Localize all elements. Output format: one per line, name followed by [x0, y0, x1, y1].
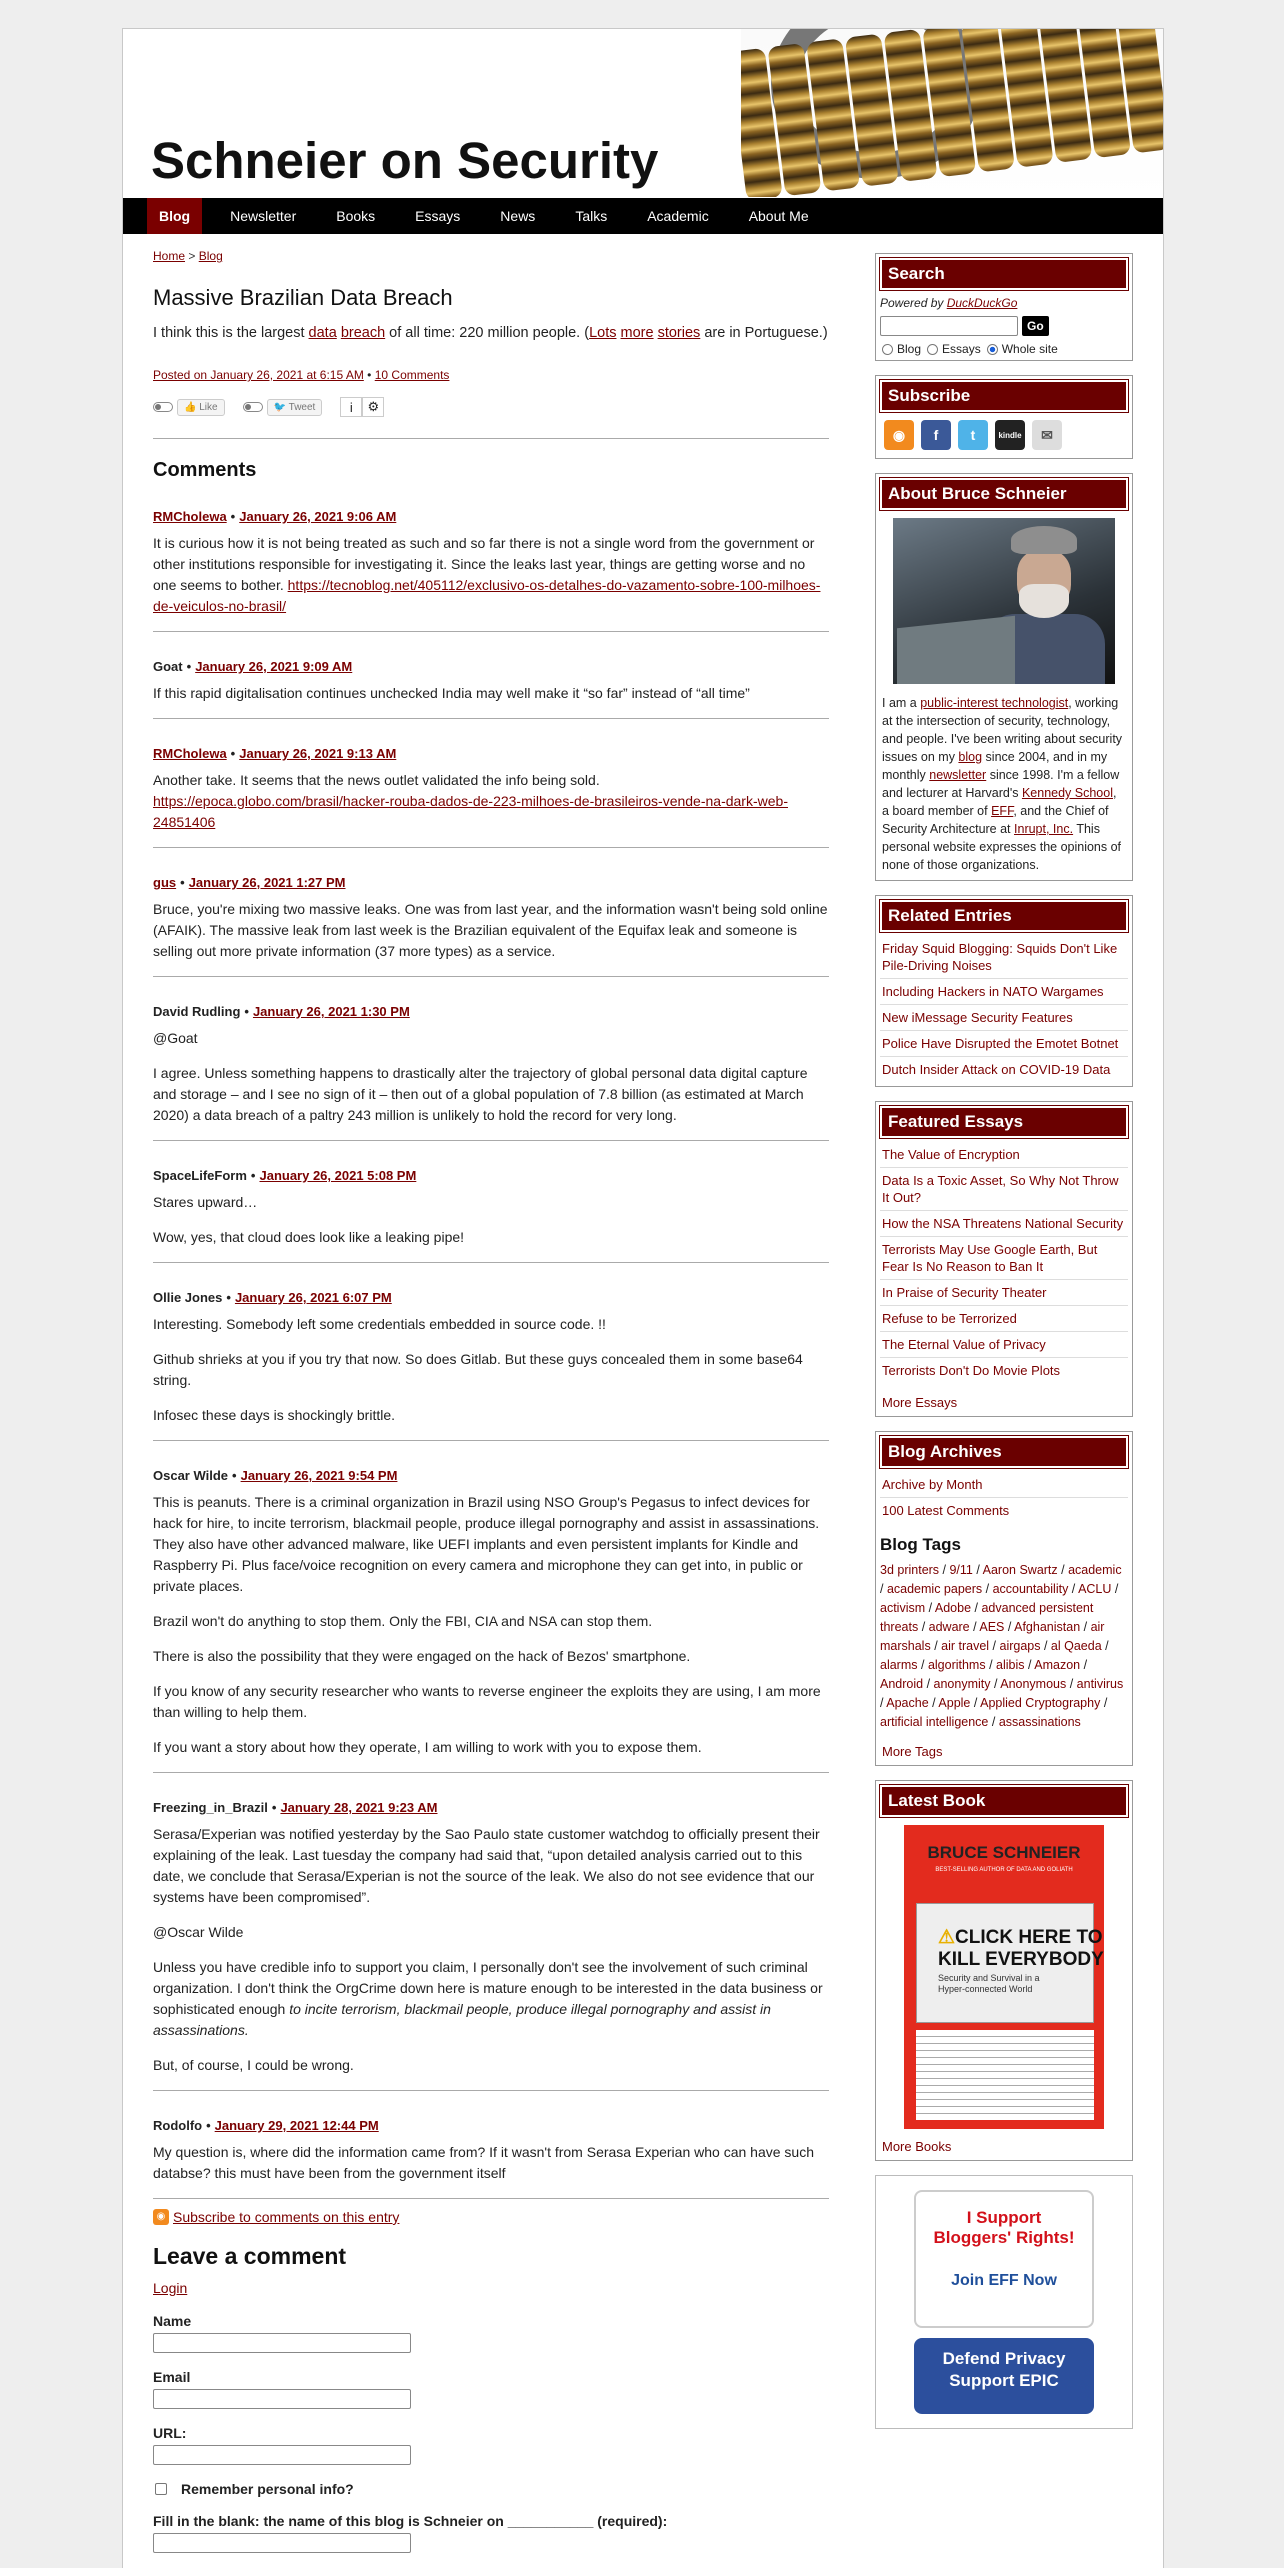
comment-date[interactable]: January 26, 2021 5:08 PM	[259, 1168, 417, 1183]
link-data[interactable]: data	[308, 325, 337, 341]
essay-link[interactable]: Terrorists Don't Do Movie Plots	[882, 1363, 1061, 1378]
divider	[153, 1440, 829, 1441]
tag-link[interactable]: advanced persistent threats	[880, 1601, 1094, 1634]
tag-link[interactable]: assassinations	[998, 1715, 1081, 1729]
comment-text: Wow, yes, that cloud does look like a leaking pipe!	[153, 1229, 465, 1245]
url-input[interactable]	[153, 2445, 411, 2465]
email-label: Email	[153, 2369, 191, 2385]
login-link[interactable]: Login	[153, 2280, 188, 2296]
tag-link[interactable]: activism	[880, 1601, 926, 1615]
comment-text: Brazil won't do anything to stop them. Only the FBI, CIA and NSA can stop them.	[153, 1613, 653, 1629]
comment-date[interactable]: January 26, 2021 9:54 PM	[240, 1468, 398, 1483]
tag-link[interactable]: Amazon	[1034, 1658, 1081, 1672]
nav-item-blog[interactable]: Blog	[147, 198, 202, 234]
comment-header	[153, 1797, 829, 1818]
tag-separator: /	[1100, 1696, 1108, 1710]
post-title: Massive Brazilian Data Breach	[153, 285, 453, 310]
comment-header	[153, 656, 829, 677]
tag-link[interactable]: alibis	[996, 1658, 1025, 1672]
avatar[interactable]	[893, 518, 1115, 684]
comment-text: If this rapid digitalisation continues unchecked India may well make it “so far” instead of “all time”	[153, 685, 750, 701]
social-buttons	[153, 396, 829, 418]
comment-text: Bruce, you're mixing two massive leaks. One was from last year, and the information wasn't being sold online (AFAIK). The massive leak from last week is the Brazilian equivalent of the Equifax leak and someone is selling out more private information (37 more types) as a service.	[153, 901, 828, 959]
meta-separator: •	[367, 368, 372, 382]
name-label: Name	[153, 2313, 192, 2329]
tag-separator: /	[880, 1696, 887, 1710]
epic-badge[interactable]	[914, 2338, 1094, 2414]
subscribe-widget	[875, 375, 1133, 459]
nav-item-essays[interactable]: Essays	[415, 208, 461, 224]
tweet-label: Tweet	[288, 401, 316, 413]
comment-author: Ollie Jones	[153, 1290, 223, 1305]
archive-link[interactable]: Archive by Month	[880, 1472, 1128, 1498]
tag-link[interactable]: anonymity	[933, 1677, 991, 1691]
kindle-icon[interactable]: kindle	[995, 420, 1025, 450]
comment	[153, 1465, 829, 1773]
rss-icon: ◉	[153, 2209, 169, 2225]
related-entry-link[interactable]: Dutch Insider Attack on COVID-19 Data	[882, 1062, 1111, 1077]
like-label: Like	[199, 401, 218, 413]
tag-separator: /	[1024, 1658, 1035, 1672]
tag-separator: /	[928, 1696, 939, 1710]
comment	[153, 506, 829, 632]
tag-separator: /	[1080, 1620, 1091, 1634]
comment-text: My question is, where did the information came from? If it wasn't from Serasa Experian who can have such databse? this must have been from the government itself	[153, 2144, 814, 2181]
comment-date[interactable]: January 26, 2021 6:07 PM	[234, 1290, 392, 1305]
tag-link[interactable]: air marshals	[880, 1620, 1105, 1653]
tag-separator: /	[918, 1620, 929, 1634]
tag-link[interactable]: Apache	[886, 1696, 929, 1710]
link-stories[interactable]: stories	[657, 325, 701, 341]
powered-by-label: Powered by	[880, 296, 947, 310]
about-link[interactable]: newsletter	[929, 768, 987, 782]
comment-author: David Rudling	[153, 1004, 241, 1019]
post-text: of all time: 220 million people. (	[385, 325, 590, 341]
comment-header	[153, 1001, 829, 1022]
comment-header	[153, 1287, 829, 1308]
radio-essays[interactable]	[927, 344, 938, 355]
tag-separator: /	[1040, 1639, 1051, 1653]
tag-separator: /	[923, 1677, 934, 1691]
book-author: BRUCE SCHNEIER	[927, 1843, 1081, 1862]
main-nav	[123, 198, 1164, 234]
comment-text: Serasa/Experian was notified yesterday by the Sao Paulo state customer watchdog to officially present their explaining of the leak. Last tuesday the company had said that, “upon detailed analysis carried out to this date, we conclude that Serasa/Experian is not the source of the leak. We also do not see evidence that our systems have been compromised”.	[153, 1826, 820, 1905]
eff-join: Join EFF Now	[951, 2272, 1057, 2289]
about-link[interactable]: Kennedy School	[1021, 786, 1113, 800]
comment-date[interactable]: January 28, 2021 9:23 AM	[280, 1800, 438, 1815]
captcha-label: Fill in the blank: the name of this blog is Schneier on ___________ (required):	[153, 2513, 668, 2529]
nav-item-news[interactable]: News	[500, 208, 536, 224]
tag-separator: /	[985, 1658, 997, 1672]
about-link[interactable]: Inrupt, Inc.	[1014, 822, 1074, 836]
tag-separator: /	[917, 1658, 928, 1672]
radio-blog-label: Blog	[897, 342, 922, 356]
related-heading: Related Entries	[880, 900, 1128, 932]
tag-link[interactable]: AES	[979, 1620, 1005, 1634]
comment-separator: •	[226, 1290, 231, 1305]
tag-link[interactable]: Apple	[938, 1696, 971, 1710]
tag-link[interactable]: academic papers	[886, 1582, 983, 1596]
book-subtitle: Security and Survival in a Hyper-connected World	[938, 1973, 1040, 1994]
essays-heading: Featured Essays	[880, 1106, 1128, 1138]
nav-item-talks[interactable]: Talks	[575, 208, 608, 224]
comment	[153, 1165, 829, 1263]
comment-text: But, of course, I could be wrong.	[153, 2057, 354, 2073]
tag-link[interactable]: Aaron Swartz	[982, 1563, 1058, 1577]
essay-link[interactable]: Terrorists May Use Google Earth, But Fear Is No Reason to Ban It	[880, 1237, 1128, 1280]
tag-link[interactable]: Android	[880, 1677, 924, 1691]
subscribe-comments	[153, 2209, 829, 2225]
comment-header	[153, 1165, 829, 1186]
book-tagline: BEST-SELLING AUTHOR OF DATA AND GOLIATH	[935, 1867, 1073, 1873]
radio-whole-site[interactable]	[987, 344, 998, 355]
tag-link[interactable]: Adobe	[934, 1601, 972, 1615]
eff-badge[interactable]	[914, 2190, 1094, 2328]
tag-separator: /	[989, 1639, 1000, 1653]
divider	[153, 1140, 829, 1141]
comment-text: Github shrieks at you if you try that now. So does Gitlab. But these guys concealed them in some base64 string.	[153, 1351, 803, 1388]
breadcrumb-separator: >	[188, 249, 196, 263]
subscribe-heading: Subscribe	[880, 380, 1128, 412]
comment-text: If you want a story about how they operate, I am willing to work with you to expose them.	[153, 1739, 702, 1755]
about-link[interactable]: blog	[958, 750, 983, 764]
tag-link[interactable]: ACLU	[1078, 1582, 1112, 1596]
divider	[153, 438, 829, 439]
archives-heading: Blog Archives	[880, 1436, 1128, 1468]
tag-separator: /	[1111, 1582, 1119, 1596]
comment-text: This is peanuts. There is a criminal organization in Brazil using NSO Group's Pegasus to infect devices for hack for hire, to incite terrorism, blackmail people, produce illegal pornography and assist in assassinations. They also have other advanced malware, like UEFI implants and even persistent implants for Kindle and Raspberry Pi. Plus face/voice recognition on every camera and microphone they can get into, in public or private places.	[153, 1494, 820, 1594]
site-title[interactable]: Schneier on Security	[151, 132, 659, 189]
nav-item-newsletter[interactable]: Newsletter	[230, 208, 297, 224]
main-content	[153, 249, 829, 2553]
tag-link[interactable]: artificial intelligence	[880, 1715, 989, 1729]
divider	[153, 631, 829, 632]
link-lots[interactable]: Lots	[589, 325, 617, 341]
tag-link[interactable]: al Qaeda	[1050, 1639, 1102, 1653]
tag-separator: /	[988, 1715, 999, 1729]
search-heading: Search	[880, 258, 1128, 290]
divider	[153, 718, 829, 719]
comment-text: I agree. Unless something happens to drastically alter the trajectory of global personal data digital capture and storage – and I see no sign of it – then out of a global population of 7.8 billion (as estimated at March 2020) a data breach of a paltry 243 million is unlikely to hold the record for very long.	[153, 1065, 808, 1123]
nav-item-academic[interactable]: Academic	[647, 208, 709, 224]
comment-header	[153, 506, 829, 527]
post-meta	[153, 368, 829, 382]
name-input[interactable]	[153, 2333, 411, 2353]
nav-item-books[interactable]: Books	[336, 208, 376, 224]
book-cover[interactable]	[904, 1825, 1104, 2129]
comment-text: Unless you have credible info to support you claim, I personally don't see the involvement of such criminal organization. I don't think the OrgCrime down here is mature enough to be interested in the data business or sophisticated enough to incite terrorism, blackmail people, produce illegal pornography and assist in assassinations.	[153, 1959, 823, 2038]
tag-link[interactable]: 3d printers	[880, 1563, 940, 1577]
tag-separator: /	[1101, 1639, 1109, 1653]
archive-link[interactable]: 100 Latest Comments	[882, 1503, 1010, 1518]
remember-label: Remember personal info?	[181, 2481, 354, 2497]
related-entry-link[interactable]: Friday Squid Blogging: Squids Don't Like Pile-Driving Noises	[880, 936, 1128, 979]
tag-link[interactable]: antivirus	[1076, 1677, 1124, 1691]
tweet-button[interactable]: 🐦 Tweet	[267, 399, 323, 416]
related-entry-link[interactable]: Police Have Disrupted the Emotet Botnet	[880, 1031, 1128, 1057]
tag-link[interactable]: 9/11	[949, 1563, 973, 1577]
post-text: are in Portuguese.)	[700, 325, 828, 341]
tag-link[interactable]: alarms	[880, 1658, 918, 1672]
tag-link[interactable]: Anonymous	[1000, 1677, 1067, 1691]
leave-comment-heading: Leave a comment	[153, 2243, 347, 2269]
radio-blog[interactable]	[882, 344, 893, 355]
comment-date[interactable]: January 26, 2021 9:06 AM	[239, 509, 397, 524]
comment	[153, 1287, 829, 1441]
email-input[interactable]	[153, 2389, 411, 2409]
radio-essays-label: Essays	[942, 342, 981, 356]
book-title: ⚠CLICK HERE TO KILL EVERYBODY	[938, 1927, 1104, 1970]
comment-text: Infosec these days is shockingly brittle.	[153, 1407, 396, 1423]
post-text: I think this is the largest	[153, 325, 309, 341]
essay-link[interactable]: Data Is a Toxic Asset, So Why Not Throw It Out?	[880, 1168, 1128, 1211]
comment-separator: •	[230, 509, 236, 524]
related-widget	[875, 895, 1133, 1087]
about-link[interactable]: public-interest technologist	[920, 696, 1069, 710]
essay-link[interactable]: The Eternal Value of Privacy	[880, 1332, 1128, 1358]
breadcrumb-blog[interactable]: Blog	[198, 249, 223, 263]
tag-link[interactable]: accountability	[992, 1582, 1069, 1596]
tag-link[interactable]: airgaps	[999, 1639, 1041, 1653]
tag-separator: /	[930, 1639, 942, 1653]
comment-header	[153, 1465, 829, 1486]
facebook-icon[interactable]: f	[921, 420, 951, 450]
comment	[153, 1797, 829, 2091]
about-link[interactable]: EFF	[991, 804, 1014, 818]
comment	[153, 656, 829, 719]
comment	[153, 2115, 829, 2199]
tag-separator: /	[925, 1601, 935, 1615]
tag-link[interactable]: adware	[928, 1620, 970, 1634]
tag-separator: /	[1057, 1563, 1069, 1577]
divider	[153, 976, 829, 977]
link-more[interactable]: more	[620, 325, 654, 341]
comment-date[interactable]: January 26, 2021 9:13 AM	[239, 746, 397, 761]
essay-link[interactable]: The Value of Encryption	[880, 1142, 1128, 1168]
rss-icon[interactable]: ◉	[884, 420, 914, 450]
comment-link[interactable]: https://tecnoblog.net/405112/exclusivo-os-detalhes-do-vazamento-sobre-100-milhoes-de-veiculos-no-brasil/	[153, 577, 821, 614]
captcha-input[interactable]	[153, 2533, 411, 2553]
remember-checkbox[interactable]	[155, 2483, 167, 2495]
tag-separator: /	[970, 1696, 981, 1710]
related-entry-link[interactable]: Including Hackers in NATO Wargames	[880, 979, 1128, 1005]
comment	[153, 1001, 829, 1141]
link-breach[interactable]: breach	[340, 325, 386, 341]
comment-separator: •	[271, 1800, 277, 1815]
tag-link[interactable]: Afghanistan	[1014, 1620, 1081, 1634]
search-scope	[880, 342, 1128, 356]
divider	[153, 2198, 829, 2199]
badges-widget	[875, 2175, 1133, 2429]
comment-header	[153, 743, 829, 764]
comment	[153, 872, 829, 977]
duckduckgo-link[interactable]: DuckDuckGo	[946, 296, 1018, 310]
comment-header	[153, 872, 829, 893]
nav-item-about-me[interactable]: About Me	[748, 208, 809, 224]
comment-author[interactable]: RMCholewa	[153, 746, 227, 761]
more-tags-link[interactable]: More Tags	[882, 1744, 943, 1759]
book-widget	[875, 1780, 1133, 2161]
comment-separator: •	[206, 2118, 211, 2133]
breadcrumb-home[interactable]: Home	[153, 249, 186, 263]
essay-link[interactable]: In Praise of Security Theater	[880, 1280, 1128, 1306]
eff-line1: I Support	[966, 2208, 1042, 2227]
search-go-button[interactable]: Go	[1022, 316, 1049, 336]
header	[123, 29, 1163, 197]
tag-separator: /	[1004, 1620, 1015, 1634]
header-lock-image	[741, 29, 1163, 197]
comment-separator: •	[186, 659, 192, 674]
comment-link[interactable]: https://epoca.globo.com/brasil/hacker-rouba-dados-de-223-milhoes-de-brasileiros-vende-na-dark-web-24851406	[153, 793, 788, 830]
epic-line2: Support EPIC	[949, 2371, 1059, 2390]
comment-date[interactable]: January 29, 2021 12:44 PM	[214, 2118, 379, 2133]
comment-text: If you know of any security researcher who wants to reverse engineer the exploits they are using, I am more than willing to help them.	[153, 1683, 821, 1720]
comment-separator: •	[244, 1004, 249, 1019]
divider	[153, 1262, 829, 1263]
tag-separator: /	[1066, 1677, 1077, 1691]
comment-text: Interesting. Somebody left some credentials embedded in source code. !!	[153, 1316, 606, 1332]
comment-separator: •	[180, 875, 185, 890]
comment-author[interactable]: gus	[153, 875, 177, 890]
comments-count-link[interactable]: 10 Comments	[374, 368, 450, 382]
about-text: I am a public-interest technologist, working at the intersection of security, technology, and people. I've been writing about security issues on my blog since 2004, and in my monthly newsletter since 1998. I'm a fellow and lecturer at Harvard's Kennedy School, a board member of EFF, and the Chief of Security Architecture at Inrupt, Inc. This personal website expresses the opinions of none of those organizations.	[882, 696, 1123, 872]
gear-icon[interactable]: ⚙	[362, 397, 384, 417]
radio-whole-site-label: Whole site	[1001, 342, 1058, 356]
book-decoration	[916, 2030, 1094, 2120]
tag-link[interactable]: academic	[1068, 1563, 1122, 1577]
tag-separator: /	[971, 1601, 982, 1615]
tag-link[interactable]: air travel	[941, 1639, 990, 1653]
tag-separator: /	[1080, 1658, 1088, 1672]
tag-separator: /	[982, 1582, 993, 1596]
posted-link[interactable]: Posted on January 26, 2021 at 6:15 AM	[153, 368, 364, 382]
comments-heading: Comments	[153, 459, 257, 481]
comment	[153, 743, 829, 848]
sidebar	[875, 253, 1133, 2443]
tag-separator: /	[972, 1563, 983, 1577]
search-input[interactable]	[880, 316, 1018, 336]
comment-text: It is curious how it is not being treated as such and so far there is not a single word from the government or other institutions responsible for investigating it. Since the leaks last year, things are getting worse and no one seems to bother. https://tecnoblog.net/405112/exclusivo-os-detalhes-do-vazamento-sobre-100-milhoes-de-veiculos-no-brasil/	[153, 535, 821, 614]
comment-author: Freezing_in_Brazil	[153, 1800, 268, 1815]
about-widget	[875, 473, 1133, 881]
comment-author[interactable]: RMCholewa	[153, 509, 227, 524]
breadcrumb	[153, 249, 829, 263]
tag-separator: /	[939, 1563, 950, 1577]
toggle-icon[interactable]	[153, 402, 173, 412]
essay-link[interactable]: Refuse to be Terrorized	[880, 1306, 1128, 1332]
like-button[interactable]: 👍 Like	[177, 399, 225, 416]
comments-list	[153, 506, 829, 2199]
comment-author: Oscar Wilde	[153, 1468, 229, 1483]
twitter-icon[interactable]: t	[958, 420, 988, 450]
more-essays-link[interactable]: More Essays	[882, 1395, 958, 1410]
tag-link[interactable]: algorithms	[927, 1658, 986, 1672]
tag-separator: /	[990, 1677, 1001, 1691]
related-entry-link[interactable]: New iMessage Security Features	[880, 1005, 1128, 1031]
comment-separator: •	[232, 1468, 237, 1483]
info-icon[interactable]: i	[340, 397, 362, 417]
essay-link[interactable]: How the NSA Threatens National Security	[880, 1211, 1128, 1237]
tag-separator: /	[1068, 1582, 1079, 1596]
divider	[153, 2090, 829, 2091]
toggle-icon[interactable]	[243, 402, 263, 412]
tag-link[interactable]: Applied Cryptography	[980, 1696, 1101, 1710]
comment-date[interactable]: January 26, 2021 1:27 PM	[188, 875, 346, 890]
eff-line2: Bloggers' Rights!	[933, 2228, 1075, 2247]
epic-line1: Defend Privacy	[942, 2349, 1066, 2368]
email-icon[interactable]: ✉	[1032, 420, 1062, 450]
archives-widget	[875, 1431, 1133, 1766]
post-body	[153, 323, 829, 344]
comment-author: SpaceLifeForm	[153, 1168, 247, 1183]
essays-widget	[875, 1101, 1133, 1417]
comment-separator: •	[250, 1168, 256, 1183]
divider	[153, 1772, 829, 1773]
tag-separator: /	[969, 1620, 980, 1634]
comment-text: There is also the possibility that they were engaged on the hack of Bezos' smartphone.	[153, 1648, 691, 1664]
about-heading: About Bruce Schneier	[880, 478, 1128, 510]
comment-date[interactable]: January 26, 2021 9:09 AM	[195, 659, 353, 674]
page	[122, 28, 1164, 2568]
comment-separator: •	[230, 746, 236, 761]
comment-text: Stares upward…	[153, 1194, 258, 1210]
comment-author: Rodolfo	[153, 2118, 203, 2133]
subscribe-comments-link[interactable]: Subscribe to comments on this entry	[173, 2209, 400, 2225]
more-books-link[interactable]: More Books	[882, 2139, 952, 2154]
url-label: URL:	[153, 2425, 187, 2441]
tag-cloud	[880, 1561, 1128, 1732]
book-heading: Latest Book	[880, 1785, 1128, 1817]
comment-date[interactable]: January 26, 2021 1:30 PM	[252, 1004, 410, 1019]
comment-text: Another take. It seems that the news outlet validated the info being sold. https://epoca.globo.com/brasil/hacker-rouba-dados-de-223-milhoes-de-brasileiros-vende-na-dark-web-24851406	[153, 772, 788, 830]
comment-author: Goat	[153, 659, 183, 674]
comment-text: @Oscar Wilde	[153, 1924, 244, 1940]
comment-text: @Goat	[153, 1030, 198, 1046]
comment-header	[153, 2115, 829, 2136]
search-widget	[875, 253, 1133, 361]
tag-separator: /	[880, 1582, 887, 1596]
divider	[153, 847, 829, 848]
remember-row	[153, 2481, 829, 2497]
tags-heading: Blog Tags	[880, 1535, 961, 1554]
